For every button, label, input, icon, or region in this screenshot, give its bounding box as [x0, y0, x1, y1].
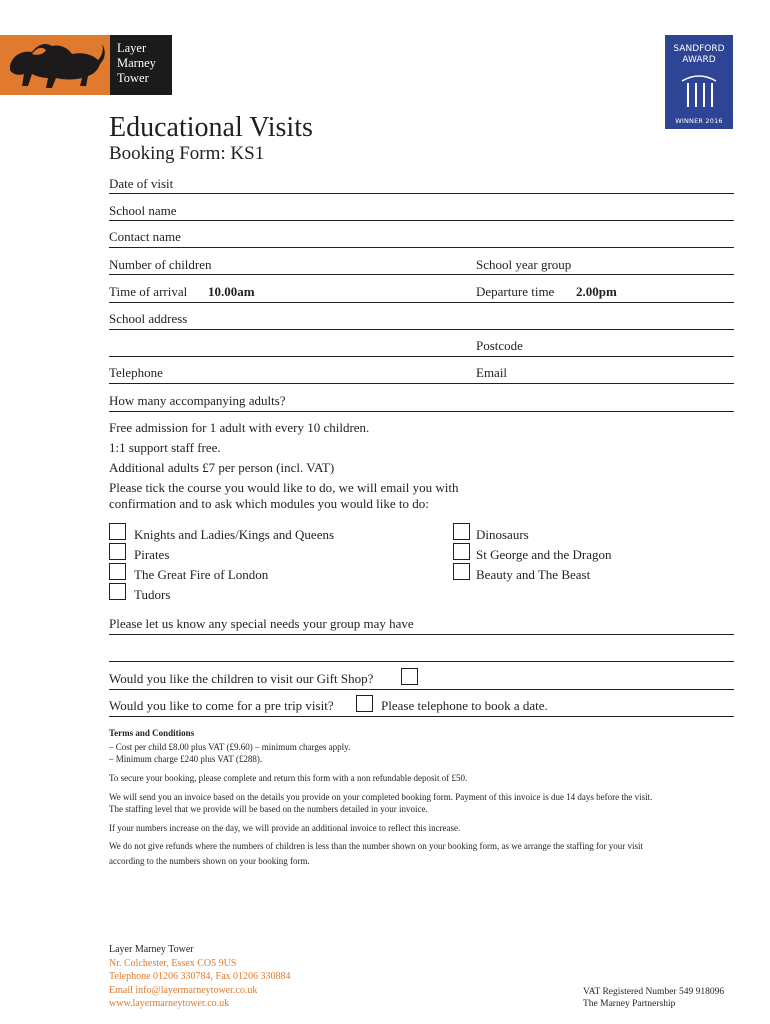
children-year-row[interactable]: [109, 248, 734, 275]
footer-email-link[interactable]: Email info@layermarneytower.co.uk: [109, 985, 258, 996]
footer-web-link[interactable]: www.layermarneytower.co.uk: [109, 998, 230, 1009]
adults-field[interactable]: [109, 384, 734, 412]
pretrip-row: [109, 690, 734, 717]
course-checkbox[interactable]: [453, 563, 470, 580]
logo-text: [117, 41, 172, 86]
footer-phone: Telephone 01206 330784, Fax 01206 330884: [109, 971, 291, 982]
terms-paragraph: We will send you an invoice based on the details you provide on your completed booking form. Payment of this invoice is due 14 days before the visit.: [109, 792, 653, 802]
number-children-label: Number of children: [109, 257, 212, 272]
terms-heading-text: Terms and Conditions: [109, 728, 195, 738]
info-line: confirmation and to ask which modules you would like to do:: [109, 496, 429, 511]
pretrip-checkbox[interactable]: [356, 695, 373, 712]
terms-item: – Cost per child £8.00 plus VAT (£9.60) – minimum charges apply.: [109, 742, 351, 752]
contact-name-field[interactable]: [109, 221, 734, 248]
terms-paragraph: according to the numbers shown on your booking form.: [109, 856, 310, 866]
course-label: The Great Fire of London: [134, 567, 269, 582]
arrival-label: Time of arrival: [109, 284, 188, 299]
course-checkbox[interactable]: [109, 523, 126, 540]
school-name-field[interactable]: [109, 194, 734, 221]
departure-label: Departure time: [476, 284, 555, 299]
date-of-visit-field[interactable]: [109, 167, 734, 194]
course-checkbox[interactable]: [109, 563, 126, 580]
arrival-value: 10.00am: [208, 284, 255, 299]
gift-shop-checkbox[interactable]: [401, 668, 418, 685]
times-row[interactable]: [109, 276, 734, 303]
contact-row[interactable]: [109, 357, 734, 384]
contact-name-label: Contact name: [109, 229, 181, 244]
telephone-label: Telephone: [109, 365, 163, 380]
footer-address: Nr. Colchester, Essex CO5 9US: [109, 958, 237, 969]
postcode-row[interactable]: [109, 330, 734, 357]
terms-paragraph: We do not give refunds where the numbers of children is less than the number shown on your booking form, as we arrange the staffing for your visit: [109, 841, 643, 851]
email-label: Email: [476, 365, 508, 380]
course-checkbox[interactable]: [109, 543, 126, 560]
special-needs-line[interactable]: [109, 635, 734, 662]
course-label: St George and the Dragon: [476, 547, 612, 562]
course-checkbox[interactable]: [453, 523, 470, 540]
date-label: Date of visit: [109, 176, 174, 191]
pretrip-note: Please telephone to book a date.: [381, 698, 548, 713]
gift-shop-row: [109, 662, 734, 690]
logo-line: Marney: [117, 56, 156, 70]
postcode-label: Postcode: [476, 338, 523, 353]
vat-number: VAT Registered Number 549 918096: [583, 987, 725, 997]
terms-heading: [109, 727, 194, 739]
info-line: Additional adults £7 per person (incl. VAT): [109, 460, 335, 475]
address-label: School address: [109, 311, 188, 326]
partnership-name: The Marney Partnership: [583, 999, 676, 1009]
course-label: Tudors: [134, 587, 171, 602]
award-emblem-icon: [678, 71, 720, 109]
pretrip-label: Would you like to come for a pre trip visit?: [109, 698, 334, 713]
info-line: Please tick the course you would like to do, we will email you with: [109, 480, 459, 495]
page-subtitle: Booking Form: KS1: [109, 143, 265, 164]
departure-value: 2.00pm: [576, 284, 617, 299]
lion-logo-icon: [2, 36, 106, 94]
course-label: Beauty and The Beast: [476, 567, 591, 582]
special-needs-label: Please let us know any special needs your group may have: [109, 616, 414, 631]
course-checkbox[interactable]: [453, 543, 470, 560]
footer-name: Layer Marney Tower: [109, 944, 194, 955]
course-label: Dinosaurs: [476, 527, 529, 542]
info-line: Free admission for 1 adult with every 10 children.: [109, 420, 370, 435]
terms-paragraph: The staffing level that we provide will be based on the numbers detailed in your invoice.: [109, 804, 428, 814]
course-checkbox[interactable]: [109, 583, 126, 600]
adults-label: How many accompanying adults?: [109, 393, 286, 408]
award-line1: SANDFORD: [673, 44, 725, 54]
terms-item: – Minimum charge £240 plus VAT (£288).: [109, 754, 263, 764]
logo-line: Layer: [117, 41, 147, 55]
gift-shop-label: Would you like the children to visit our Gift Shop?: [109, 671, 374, 686]
page-title: Educational Visits: [109, 112, 313, 143]
terms-paragraph: To secure your booking, please complete and return this form with a non refundable deposit of £50.: [109, 773, 468, 783]
terms-paragraph: If your numbers increase on the day, we will provide an additional invoice to reflect this increase.: [109, 823, 461, 833]
course-label: Knights and Ladies/Kings and Queens: [134, 527, 335, 542]
award-line2: AWARD: [682, 55, 716, 65]
school-address-field[interactable]: [109, 303, 734, 330]
course-label: Pirates: [134, 547, 170, 562]
logo-line: Tower: [117, 71, 149, 85]
school-year-label: School year group: [476, 257, 572, 272]
award-line3: WINNER 2016: [675, 117, 723, 125]
sandford-award-badge: [665, 35, 733, 129]
info-line: 1:1 support staff free.: [109, 440, 221, 455]
special-needs-field[interactable]: [109, 608, 734, 635]
school-name-label: School name: [109, 203, 177, 218]
